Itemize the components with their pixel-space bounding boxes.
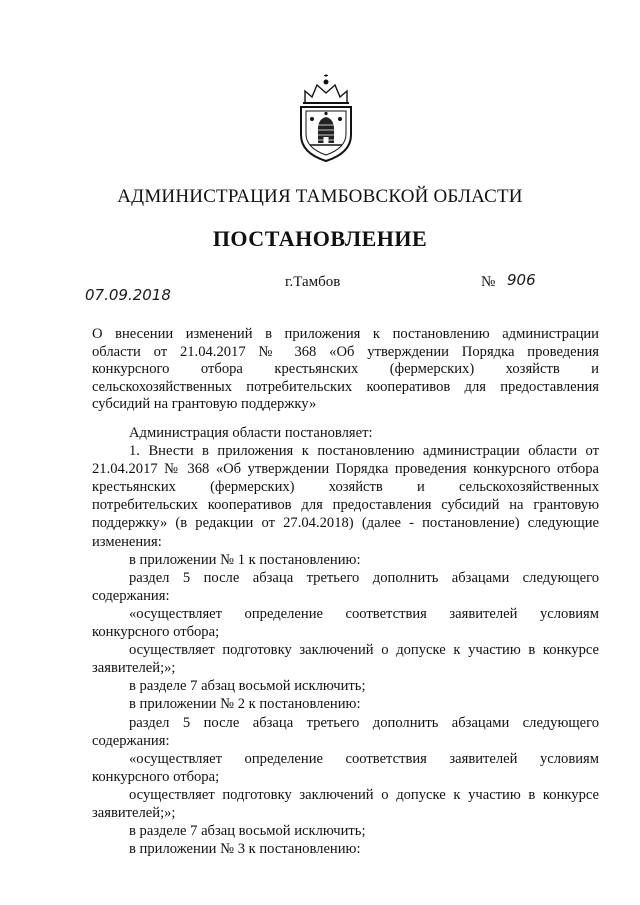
handwritten-number: 906 (507, 271, 536, 289)
subject-line: субсидий на грантовую поддержку» (92, 396, 317, 412)
handwritten-date: 07.09.2018 (85, 286, 171, 304)
document-subject (92, 326, 599, 414)
body-line: в разделе 7 абзац восьмой исключить; (129, 823, 366, 840)
body-line: крестьянских (фермерских) хозяйств и сельскохозяйственных (92, 479, 599, 496)
document-body (92, 424, 599, 858)
body-line: «осуществляет определение соответствия заявителей условиям (129, 605, 599, 622)
body-line: в разделе 7 абзац восьмой исключить; (129, 678, 366, 695)
body-line: заявителей;»; (92, 660, 176, 677)
body-line: конкурсного отбора; (92, 624, 220, 641)
body-line: Администрация области постановляет: (129, 425, 373, 441)
body-line: в приложении № 2 к постановлению: (129, 696, 361, 713)
coat-of-arms-icon (297, 73, 355, 163)
body-line: в приложении № 1 к постановлению: (129, 551, 361, 568)
subject-line: О внесении изменений в приложения к постановлению администрации (92, 326, 599, 342)
body-line: в приложении № 3 к постановлению: (129, 841, 361, 858)
subject-line: конкурсного отбора крестьянских (фермерских) хозяйств и (92, 361, 599, 377)
body-line: «осуществляет определение соответствия заявителей условиям (129, 750, 599, 767)
subject-line: сельскохозяйственных потребительских кооперативов для предоставления (92, 378, 599, 395)
body-line: конкурсного отбора; (92, 768, 220, 785)
body-line: осуществляет подготовку заключений о допуске к участию в конкурсе (129, 642, 599, 659)
body-line: содержания: (92, 732, 170, 749)
body-line: раздел 5 после абзаца третьего дополнить абзацами следующего (129, 714, 599, 731)
document-type-title: ПОСТАНОВЛЕНИЕ (212, 226, 428, 251)
body-line: осуществляет подготовку заключений о допуске к участию в конкурсе (129, 786, 599, 803)
body-line: 21.04.2017 № 368 «Об утверждении Порядка проведения конкурсного отбора (92, 461, 599, 478)
body-line: поддержку» (в редакции от 27.04.2018) (далее - постановление) следующие (92, 515, 599, 532)
body-line: 1. Внести в приложения к постановлению администрации области от (129, 443, 599, 460)
organization-title: АДМИНИСТРАЦИЯ ТАМБОВСКОЙ ОБЛАСТИ (117, 186, 523, 207)
body-line: потребительских кооперативов для предоставления субсидий на грантовую (92, 497, 599, 514)
number-label: № (481, 274, 496, 290)
city-label: г.Тамбов (285, 274, 341, 290)
body-line: изменения: (92, 533, 162, 550)
subject-line: области от 21.04.2017 № 368 «Об утверждении Порядка проведения (92, 343, 599, 360)
body-line: раздел 5 после абзаца третьего дополнить абзацами следующего (129, 569, 599, 586)
body-line: заявителей;»; (92, 804, 176, 821)
body-line: содержания: (92, 587, 170, 604)
